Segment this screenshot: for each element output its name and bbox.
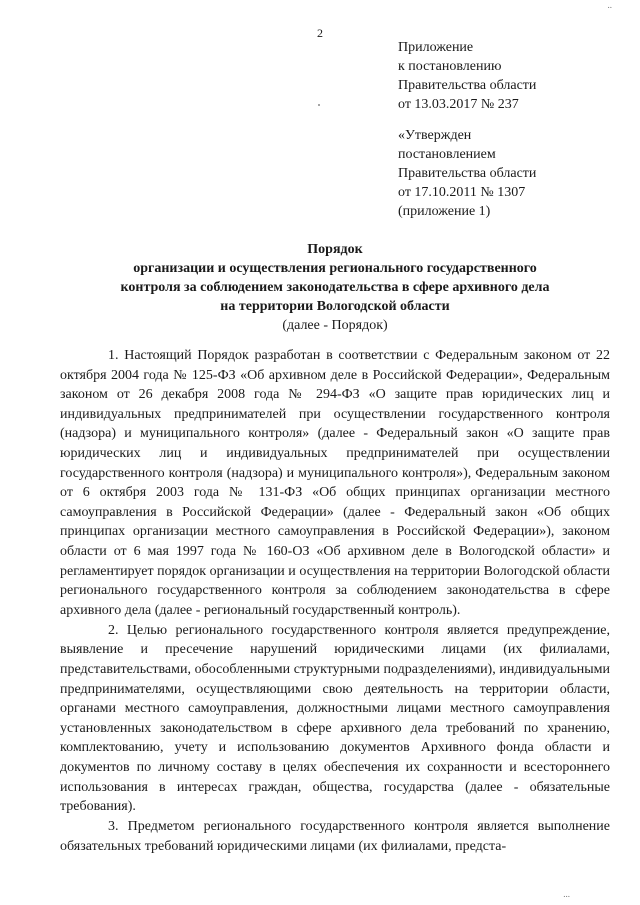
document-body — [60, 346, 610, 856]
appendix-line: Правительства области — [398, 78, 537, 93]
scan-artifact-dot — [318, 104, 320, 106]
title-line: на территории Вологодской области — [220, 299, 450, 314]
title-line: организации и осуществления регионального государственного — [133, 261, 537, 276]
appendix-header — [398, 38, 628, 114]
approved-by-line: постановлением — [398, 147, 496, 162]
title-heading: Порядок — [307, 242, 363, 257]
appendix-line: от 13.03.2017 № 237 — [398, 97, 519, 112]
paragraph-3: 3. Предметом регионального государственного контроля является выполнение обязательных требований юридическими лицами (их филиалами, предста- — [60, 819, 610, 854]
corner-mark-bottom: ... — [563, 889, 570, 899]
appendix-line: к постановлению — [398, 59, 502, 74]
approved-by-block — [398, 126, 628, 221]
page-number: 2 — [317, 26, 323, 40]
title-note: (далее - Порядок) — [282, 318, 388, 333]
approved-by-line: (приложение 1) — [398, 204, 491, 219]
paragraph-1: 1. Настоящий Порядок разработан в соответствии с Федеральным законом от 22 октября 2004 года № 125-ФЗ «Об архивном деле в Российской Федерации», Федеральным законом от 26 декабря 2008 года № 294-ФЗ «О защите прав юридических лиц и индивидуальных предпринимателей при осуществлении государственного контроля (надзора) и муниципального контроля» (далее - Федеральный закон «О защите прав юридических лиц и индивидуальных предпринимателей при осуществлении государственного контроля (надзора) и муниципального контроля»), Федеральным законом от 6 октября 2003 года № 131-ФЗ «Об общих принципах организации местного самоуправления в Российской Федерации» (далее - Федеральный закон «Об общих принципах организации местного самоуправления в Российской Федерации»), законом области от 6 мая 1997 года № 160-ОЗ «Об архивном деле в Вологодской области» и регламентирует порядок организации и осуществления на территории Вологодской области регионального государственного контроля за соблюдением законодательства в сфере архивного дела (далее - региональный государственный контроль). — [60, 348, 610, 618]
paragraph-2: 2. Целью регионального государственного контроля является предупреждение, выявление и пресечение нарушений юридическими лицами (их филиалами, представительствами, обособленными структурными подразделениями), индивидуальными предпринимателями, осуществляющими свою деятельность на территории области, органами местного самоуправления, должностными лицами местного самоуправления установленных законодательством в сфере архивного дела требований по хранению, комплектованию, учету и использованию документов Архивного фонда области и документов по личному составу в целях обеспечения их сохранности и всестороннего использования в интересах граждан, общества, государства (далее - обязательные требования). — [60, 622, 610, 815]
title-line: контроля за соблюдением законодательства в сфере архивного дела — [120, 280, 550, 295]
corner-mark-top: .. — [607, 0, 612, 10]
approved-by-line: «Утвержден — [398, 128, 472, 143]
appendix-line: Приложение — [398, 40, 474, 55]
approved-by-line: от 17.10.2011 № 1307 — [398, 185, 526, 200]
approved-by-line: Правительства области — [398, 166, 537, 181]
document-title — [60, 240, 610, 335]
